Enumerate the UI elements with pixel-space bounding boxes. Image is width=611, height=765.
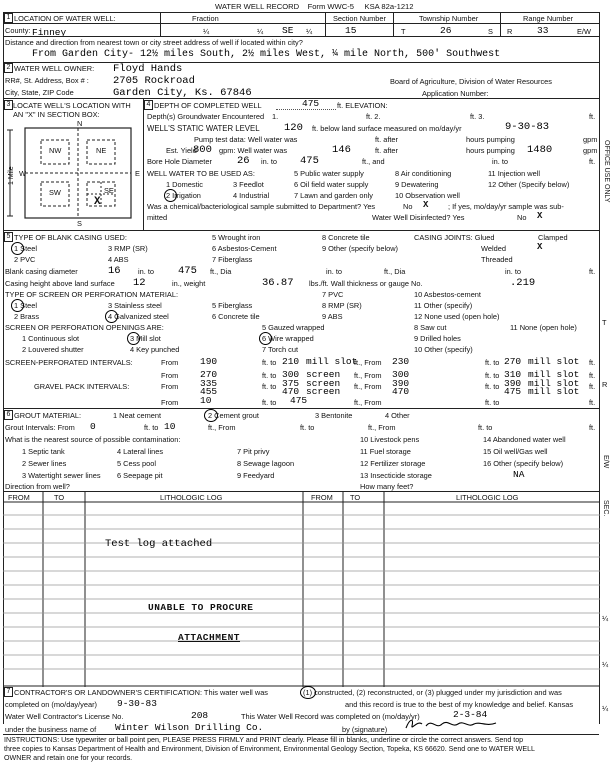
- interval-2-from[interactable]: 270: [200, 369, 218, 380]
- src-watertight[interactable]: 3 Watertight sewer lines: [22, 471, 101, 480]
- map-north: N: [77, 119, 83, 128]
- ft-to: ft. to: [262, 358, 277, 367]
- ft-from-4: ft., From: [354, 398, 382, 407]
- screen-pvc[interactable]: 7 PVC: [322, 290, 344, 299]
- screen-brass[interactable]: 2 Brass: [14, 312, 40, 321]
- section-3-number: 3: [4, 100, 13, 110]
- range-value[interactable]: 33: [537, 25, 549, 36]
- weight-value[interactable]: 36.87: [262, 277, 294, 289]
- disinfect-label: Water Well Disinfected? Yes: [372, 213, 465, 222]
- ft-to-4: ft. to: [485, 371, 500, 380]
- from: From: [161, 358, 179, 367]
- use-oil-field[interactable]: 6 Oil field water supply: [294, 180, 369, 189]
- chem-x[interactable]: X: [423, 200, 429, 210]
- ft-end: ft.: [589, 358, 596, 367]
- depth-label: DEPTH OF COMPLETED WELL: [154, 101, 262, 110]
- casing-concrete[interactable]: 8 Concrete tile: [322, 233, 370, 242]
- quarter-3-value[interactable]: SE: [282, 25, 294, 36]
- board-label: Board of Agriculture, Division of Water Resources: [390, 77, 552, 86]
- src-fertilizer[interactable]: 12 Fertilizer storage: [360, 459, 426, 468]
- section-5-number: 5: [4, 232, 13, 242]
- owner-address[interactable]: 2705 Rockroad: [113, 75, 195, 87]
- gpm: gpm: [583, 135, 598, 144]
- rule: [3, 98, 599, 99]
- direction-label: Direction from well?: [5, 482, 70, 491]
- bore-ft: ft.: [589, 157, 596, 166]
- grout-other[interactable]: 4 Other: [385, 411, 410, 420]
- side-t: T: [602, 318, 607, 327]
- instructions-1: INSTRUCTIONS: Use typewriter or ball point pen, PLEASE PRESS FIRMLY and PRINT clearly. Please fill in blanks, underline or circle the correct answers. Send top: [4, 736, 524, 744]
- how-many-label: How many feet?: [360, 482, 414, 491]
- ft-to-8: ft. to: [485, 398, 500, 407]
- location-label: LOCATION OF WATER WELL:: [14, 14, 116, 23]
- ft-end-3: ft.: [589, 382, 596, 391]
- divider: [500, 12, 501, 36]
- use-industrial[interactable]: 4 Industrial: [233, 191, 270, 200]
- side-r: R: [602, 380, 608, 389]
- section-2-number: 2: [4, 63, 13, 73]
- gravel-2-to-2[interactable]: 475: [504, 386, 522, 397]
- threaded[interactable]: Threaded: [481, 255, 513, 264]
- open-other[interactable]: 10 Other (specify): [414, 345, 473, 354]
- section-number-label: Section Number: [333, 14, 386, 23]
- openings-label: SCREEN OR PERFORATION OPENINGS ARE:: [5, 323, 164, 332]
- gravel-2-note-2[interactable]: mill slot: [528, 386, 580, 397]
- signature-label: by (signature): [342, 725, 388, 734]
- distance-label: Distance and direction from nearest town or city street address of well if located within city?: [5, 38, 303, 47]
- casing-rmp[interactable]: 3 RMP (SR): [108, 244, 148, 253]
- welded-x[interactable]: X: [537, 242, 543, 252]
- log-lith-header: LITHOLOGIC LOG: [160, 493, 223, 502]
- screen-abs[interactable]: 9 ABS: [322, 312, 343, 321]
- open-continuous[interactable]: 1 Continuous slot: [22, 334, 80, 343]
- from-3: From: [161, 382, 179, 391]
- interval-1-note-2[interactable]: mill slot: [528, 356, 580, 367]
- chem-no: No: [403, 202, 413, 211]
- cement-grout-circle: [204, 409, 218, 422]
- mill-slot-circle: [127, 332, 140, 345]
- interval-1-note[interactable]: mill slot: [306, 356, 358, 367]
- use-other[interactable]: 12 Other (Specify below): [488, 180, 570, 189]
- src-fuel[interactable]: 11 Fuel storage: [360, 447, 411, 456]
- ft-dia: ft., Dia: [210, 267, 232, 276]
- disinfect-x[interactable]: X: [537, 211, 543, 221]
- locate-label: LOCATE WELL'S LOCATION WITH: [13, 101, 131, 110]
- open-louvered[interactable]: 2 Louvered shutter: [22, 345, 84, 354]
- src-livestock[interactable]: 10 Livestock pens: [360, 435, 420, 444]
- ft-to-2: ft. to: [485, 358, 500, 367]
- side-q1: ¼: [602, 614, 609, 623]
- screen-stainless[interactable]: 3 Stainless steel: [108, 301, 162, 310]
- open-mill[interactable]: 3 Mill slot: [130, 334, 161, 343]
- signature[interactable]: [402, 716, 502, 732]
- divider: [325, 12, 326, 36]
- casing-label: TYPE OF BLANK CASING USED:: [14, 233, 127, 242]
- log-from-header-2: FROM: [311, 493, 333, 502]
- log-entry-unable[interactable]: UNABLE TO PROCURE: [148, 602, 254, 613]
- blank: [276, 109, 336, 110]
- log-lith-header-2: LITHOLOGIC LOG: [456, 493, 519, 502]
- src-lateral[interactable]: 4 Lateral lines: [117, 447, 164, 456]
- screen-concrete[interactable]: 6 Concrete tile: [212, 312, 260, 321]
- section-value[interactable]: 15: [345, 25, 357, 36]
- intervals-label: SCREEN-PERFORATED INTERVALS:: [5, 358, 133, 367]
- screen-galvanized[interactable]: 4 Galvanized steel: [108, 312, 169, 321]
- gravel-1-to[interactable]: 375: [282, 378, 300, 389]
- township-label: Township Number: [419, 14, 479, 23]
- src-privy[interactable]: 7 Pit privy: [237, 447, 270, 456]
- casing-abs[interactable]: 4 ABS: [108, 255, 129, 264]
- interval-1-from-2[interactable]: 230: [392, 356, 410, 367]
- map-sw: SW: [49, 188, 61, 197]
- gw-3: ft. 3.: [470, 112, 485, 121]
- gravel-2-from[interactable]: 455: [200, 386, 218, 397]
- irrigation-circle: [164, 189, 177, 202]
- screen-other[interactable]: 11 Other (specify): [414, 301, 473, 310]
- use-feedlot[interactable]: 3 Feedlot: [233, 180, 264, 189]
- range-label: Range Number: [523, 14, 574, 23]
- lbs-ft: lbs./ft. Wall thickness or gauge No.: [309, 279, 423, 288]
- side-ew: E/W: [602, 455, 609, 469]
- bore-to-value[interactable]: 475: [300, 155, 319, 167]
- side-q2: ¼: [602, 660, 609, 669]
- src-septic[interactable]: 1 Septic tank: [22, 447, 65, 456]
- screen-asbestos[interactable]: 10 Asbestos-cement: [414, 290, 481, 299]
- casing-fiberglass[interactable]: 7 Fiberglass: [212, 255, 253, 264]
- completed-label: completed on (mo/day/year): [5, 700, 98, 709]
- src-cess[interactable]: 5 Cess pool: [117, 459, 157, 468]
- ft-and: ft., and: [362, 157, 385, 166]
- gw-1: 1.: [272, 112, 279, 121]
- water-level-value[interactable]: 146: [332, 144, 351, 156]
- ft-after-2: ft. after: [375, 146, 399, 155]
- divider: [393, 12, 394, 36]
- gravel-label: GRAVEL PACK INTERVALS:: [34, 382, 130, 391]
- cert-text-1b: (1) constructed, (2) reconstructed, or (3) plugged under my jurisdiction and was: [303, 688, 562, 697]
- src-other[interactable]: 16 Other (specify below): [483, 459, 564, 468]
- wire-wrapped-circle: [259, 332, 272, 345]
- grout-rest-3: ft., From: [368, 423, 396, 432]
- fraction-label: Fraction: [192, 14, 219, 23]
- ft-to-3: ft. to: [262, 371, 277, 380]
- use-irrigation[interactable]: 2 Irrigation: [166, 191, 201, 200]
- gravel-1-note-2[interactable]: mill slot: [528, 378, 580, 389]
- ft-from-2: ft., From: [354, 371, 382, 380]
- gravel-3-from[interactable]: 10: [200, 395, 212, 406]
- interval-1-from[interactable]: 190: [200, 356, 218, 367]
- grout-ft-to: ft. to: [144, 423, 159, 432]
- rule: [3, 23, 599, 24]
- log-to-header-2: TO: [350, 493, 361, 502]
- grout-label: GROUT MATERIAL:: [14, 411, 82, 420]
- src-lagoon[interactable]: 8 Sewage lagoon: [237, 459, 295, 468]
- log-entry-attachment[interactable]: ATTACHMENT: [178, 632, 241, 643]
- quarter-3: ¼: [306, 27, 313, 36]
- grout-intervals-label: Grout Intervals: From: [5, 423, 75, 432]
- log-from-header: FROM: [8, 493, 30, 502]
- quarter-1: ¼: [203, 27, 210, 36]
- grout-rest-4: ft. to: [478, 423, 493, 432]
- section-6-number: 6: [4, 410, 13, 420]
- ft-from: ft., From: [354, 358, 382, 367]
- section-4-number: 4: [144, 100, 153, 110]
- grout-rest-2: ft. to: [300, 423, 315, 432]
- static-label: WELL'S STATIC WATER LEVEL: [147, 124, 260, 133]
- business-label: under the business name of: [5, 725, 97, 734]
- grout-rest: ft., From: [208, 423, 236, 432]
- distance-value[interactable]: From Garden City- 12½ miles South, 2½ miles West, ¼ mile North, 500' Southwest: [32, 49, 501, 60]
- bore-label: Bore Hole Diameter: [147, 157, 212, 166]
- owner-name[interactable]: Floyd Hands: [113, 63, 183, 75]
- county-value[interactable]: Finney: [32, 27, 67, 38]
- contamination-label: What is the nearest source of possible contamination:: [5, 435, 181, 444]
- cert-text-1: CONTRACTOR'S OR LANDOWNER'S CERTIFICATION: This water well was: [14, 688, 268, 697]
- open-drilled[interactable]: 9 Drilled holes: [414, 334, 461, 343]
- divider: [143, 98, 144, 230]
- quarter-2: ¼: [257, 27, 264, 36]
- pumping-value[interactable]: 1480: [527, 144, 553, 156]
- clamped[interactable]: Clamped: [538, 233, 568, 242]
- grout-neat[interactable]: 1 Neat cement: [113, 411, 162, 420]
- chem-rest: ; If yes, mo/day/yr sample was sub-: [448, 202, 564, 211]
- city-label: City, State, ZIP Code: [5, 88, 74, 97]
- casing-wrought[interactable]: 5 Wrought iron: [212, 233, 261, 242]
- from-4: From: [161, 398, 179, 407]
- township-value[interactable]: 26: [440, 25, 452, 36]
- use-lawn[interactable]: 7 Lawn and garden only: [294, 191, 373, 200]
- casing-asbestos[interactable]: 6 Asbestos-Cement: [212, 244, 277, 253]
- src-seepage[interactable]: 6 Seepage pit: [117, 471, 163, 480]
- bore-in-to: in. to: [261, 157, 278, 166]
- county-label: County:: [5, 26, 31, 35]
- form-title-text: WATER WELL RECORD: [215, 2, 300, 11]
- from-2: From: [161, 371, 179, 380]
- open-gauzed[interactable]: 5 Gauzed wrapped: [262, 323, 325, 332]
- src-feedyard[interactable]: 9 Feedyard: [237, 471, 275, 480]
- ft-end-4: ft.: [589, 398, 596, 407]
- joints-label: CASING JOINTS: Glued: [414, 233, 495, 242]
- height-label: Casing height above land surface: [5, 279, 115, 288]
- bore-in-to-2: in. to: [492, 157, 509, 166]
- gravel-2-from-2[interactable]: 470: [392, 386, 410, 397]
- instructions-2: three copies to Kansas Department of Health and Environment, Division of Environment, Environmental Geology Section, Topeka, KS 66620. Send one to WATER WELL: [4, 745, 536, 753]
- gw-2: ft. 2.: [366, 112, 381, 121]
- use-public[interactable]: 5 Public water supply: [294, 169, 364, 178]
- map-nw: NW: [49, 146, 62, 155]
- use-observation[interactable]: 10 Observation well: [395, 191, 460, 200]
- in-to-2: in. to: [505, 267, 522, 276]
- license-label: Water Well Contractor's License No.: [5, 712, 124, 721]
- log-entry-test[interactable]: Test log attached: [105, 538, 213, 550]
- screen-fiberglass[interactable]: 5 Fiberglass: [212, 301, 253, 310]
- open-none[interactable]: 11 None (open hole): [510, 323, 577, 332]
- map-ne: NE: [96, 146, 107, 155]
- completed-value[interactable]: 9-30-83: [117, 698, 157, 709]
- instructions-3: OWNER and retain one for your records.: [4, 754, 133, 762]
- mile-label: 1 Mile: [8, 166, 15, 185]
- interval-2-to-2[interactable]: 310: [504, 369, 522, 380]
- ft-to-5: ft. to: [262, 382, 277, 391]
- screen-rmp[interactable]: 8 RMP (SR): [322, 301, 362, 310]
- est-yield-label: Est. Yield: [166, 146, 197, 155]
- gw-ft: ft.: [589, 112, 596, 121]
- in-to: in. to: [326, 267, 343, 276]
- gravel-1-from[interactable]: 335: [200, 378, 218, 389]
- s-label: S: [488, 27, 493, 36]
- gauge-value[interactable]: .219: [510, 277, 536, 289]
- gravel-2-to[interactable]: 470: [282, 386, 300, 397]
- gravel-2-note[interactable]: screen: [306, 386, 341, 397]
- record-date[interactable]: 2-3-84: [453, 709, 488, 720]
- static-date[interactable]: 9-30-83: [505, 121, 550, 133]
- screen-label: TYPE OF SCREEN OR PERFORATION MATERIAL:: [5, 290, 179, 299]
- src-abandoned[interactable]: 14 Abandoned water well: [483, 435, 566, 444]
- section-1-number: 1: [4, 13, 13, 23]
- interval-2-to[interactable]: 300: [282, 369, 300, 380]
- form-title: [215, 2, 414, 11]
- rule: [3, 408, 599, 409]
- ksa-reference: KSA 82a-1212: [364, 2, 414, 11]
- side-q3: ¼: [602, 704, 609, 713]
- static-rest: ft. below land surface measured on mo/day/yr: [312, 124, 462, 133]
- open-wire[interactable]: 6 Wire wrapped: [262, 334, 314, 343]
- locate-label-2: AN "X" IN SECTION BOX:: [13, 110, 100, 119]
- hours-pumping: hours pumping: [466, 135, 515, 144]
- frame-top: [3, 12, 599, 13]
- cert-text-2: and this record is true to the best of my knowledge and belief. Kansas: [345, 700, 574, 709]
- log-to-header: TO: [54, 493, 65, 502]
- groundwater-label: Depth(s) Groundwater Encountered: [147, 112, 265, 121]
- open-key[interactable]: 4 Key punched: [130, 345, 180, 354]
- interval-1-to[interactable]: 210: [282, 356, 300, 367]
- use-dewatering[interactable]: 9 Dewatering: [395, 180, 439, 189]
- ft-to-6: ft. to: [485, 382, 500, 391]
- address-label: RR#, St. Address, Box # :: [5, 76, 89, 85]
- t-label: T: [401, 27, 406, 36]
- rule: [3, 734, 599, 735]
- steel-circle: [11, 242, 24, 255]
- blank-in-to: in. to: [138, 267, 155, 276]
- use-air[interactable]: 8 Air conditioning: [395, 169, 452, 178]
- blank-dia-label: Blank casing diameter: [5, 267, 78, 276]
- interval-2-from-2[interactable]: 300: [392, 369, 410, 380]
- bore-value[interactable]: 26: [237, 155, 250, 167]
- rule: [3, 36, 599, 37]
- gravel-1-from-2[interactable]: 390: [392, 378, 410, 389]
- screen-steel-circle: [11, 299, 24, 312]
- welded[interactable]: Welded: [481, 244, 506, 253]
- ft-after: ft. after: [375, 135, 399, 144]
- rule: [3, 230, 599, 231]
- disinfect-no: No: [517, 213, 527, 222]
- blank-dia-value[interactable]: 16: [108, 265, 121, 277]
- ft-end-2: ft.: [589, 371, 596, 380]
- map-east: E: [135, 169, 140, 178]
- license-value[interactable]: 208: [191, 710, 209, 721]
- gravel-1-note[interactable]: screen: [306, 378, 341, 389]
- ft-dia-2: ft., Dia: [384, 267, 406, 276]
- grout-from-value[interactable]: 0: [90, 421, 96, 432]
- ft-from-3: ft., From: [354, 382, 382, 391]
- open-saw[interactable]: 8 Saw cut: [414, 323, 447, 332]
- form-number: Form WWC-5: [307, 2, 354, 11]
- gpm-2: gpm: [583, 146, 598, 155]
- mitted: mitted: [147, 213, 168, 222]
- divider: [160, 12, 161, 36]
- ft-end: ft.: [589, 267, 596, 276]
- rule: [3, 62, 599, 63]
- hours-pumping-2: hours pumping: [466, 146, 515, 155]
- open-torch[interactable]: 7 Torch cut: [262, 345, 299, 354]
- map-south: S: [77, 219, 82, 228]
- interval-2-note-2[interactable]: mill slot: [528, 369, 580, 380]
- est-yield-value[interactable]: 800: [193, 144, 212, 156]
- chem-label: Was a chemical/bacteriological sample submitted to Department? Yes: [147, 202, 376, 211]
- ew-label: E/W: [577, 27, 591, 36]
- gravel-3-to[interactable]: 475: [290, 395, 308, 406]
- use-injection[interactable]: 11 Injection well: [488, 169, 541, 178]
- owner-city[interactable]: Garden City, Ks. 67846: [113, 87, 252, 99]
- grout-to-value[interactable]: 10: [164, 421, 176, 432]
- section-7-number: 7: [4, 687, 13, 697]
- insecticide-value[interactable]: NA: [513, 469, 525, 480]
- map-west: W: [19, 169, 26, 178]
- grout-rest-5: ft.: [589, 423, 596, 432]
- map-se: SE: [104, 186, 114, 195]
- src-insecticide[interactable]: 13 Insecticide storage: [360, 471, 432, 480]
- cert-text-3: This Water Well Record was completed on (mo/day/yr): [241, 712, 420, 721]
- side-sec: SEC.: [602, 500, 609, 517]
- gpm-well: gpm: Well water was: [219, 146, 288, 155]
- r-label: R: [507, 27, 513, 36]
- static-value[interactable]: 120: [284, 122, 303, 134]
- elevation-label: ft. ELEVATION:: [337, 101, 388, 110]
- casing-pvc[interactable]: 2 PVC: [14, 255, 36, 264]
- src-oil[interactable]: 15 Oil well/Gas well: [483, 447, 548, 456]
- casing-steel[interactable]: 1 Steel: [14, 244, 38, 253]
- depth-value[interactable]: 475: [302, 98, 320, 109]
- business-value[interactable]: Winter Wilson Drilling Co.: [115, 722, 264, 733]
- interval-1-to-2[interactable]: 270: [504, 356, 522, 367]
- galvanized-circle: [105, 310, 118, 323]
- application-label: Application Number:: [422, 89, 489, 98]
- in-weight: in., weight: [172, 279, 206, 288]
- owner-label: WATER WELL OWNER:: [14, 64, 95, 73]
- interval-2-note[interactable]: screen: [306, 369, 341, 380]
- screen-none[interactable]: 12 None used (open hole): [414, 312, 500, 321]
- casing-other[interactable]: 9 Other (specify below): [322, 244, 398, 253]
- grout-cement[interactable]: 2 Cement grout: [208, 411, 259, 420]
- height-value[interactable]: 12: [133, 277, 146, 289]
- gravel-1-to-2[interactable]: 390: [504, 378, 522, 389]
- grout-bentonite[interactable]: 3 Bentonite: [315, 411, 353, 420]
- use-domestic[interactable]: 1 Domestic: [166, 180, 203, 189]
- ft-to-7: ft. to: [262, 398, 277, 407]
- office-use-label: OFFICE USE ONLY: [603, 140, 610, 203]
- src-sewer[interactable]: 2 Sewer lines: [22, 459, 67, 468]
- pump-test-label: Pump test data: Well water was: [194, 135, 298, 144]
- well-x-mark: X: [94, 196, 102, 208]
- screen-steel[interactable]: 1 Steel: [14, 301, 38, 310]
- blank-to-value[interactable]: 475: [178, 265, 197, 277]
- use-label: WELL WATER TO BE USED AS:: [147, 169, 255, 178]
- lithologic-log-grid[interactable]: [3, 491, 600, 687]
